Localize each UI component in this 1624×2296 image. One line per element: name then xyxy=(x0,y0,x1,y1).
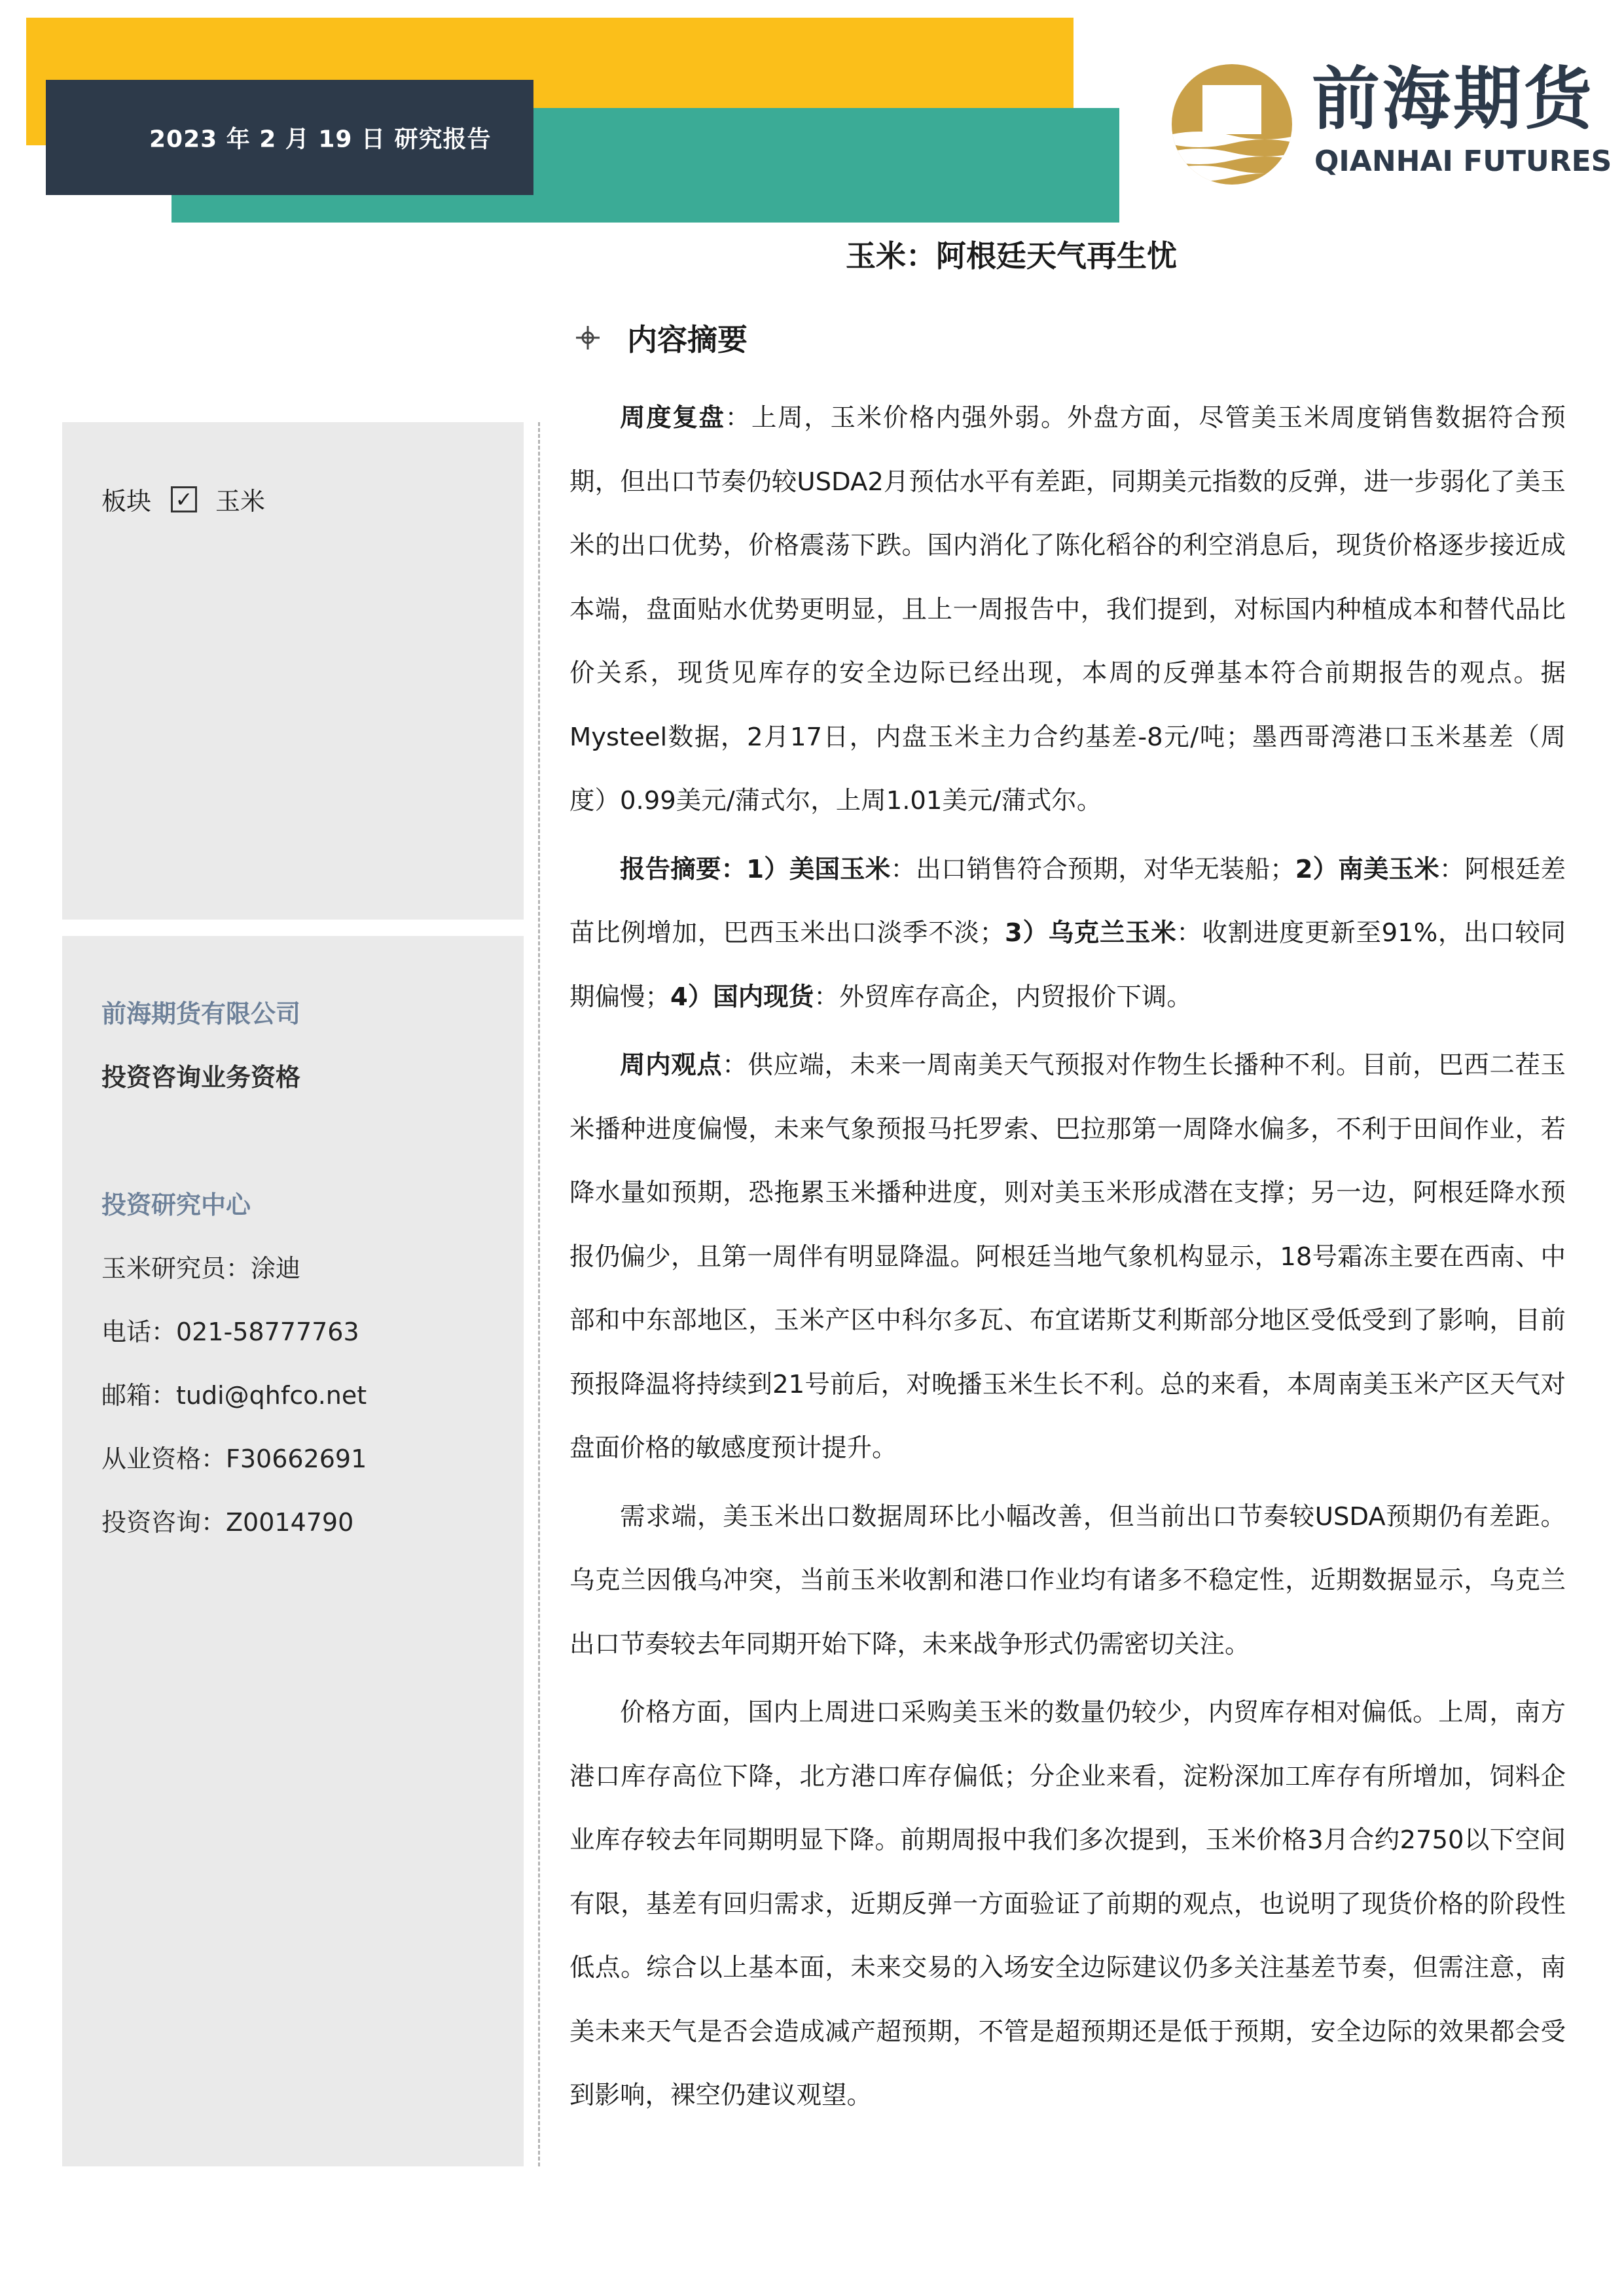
paragraph-weekly-view xyxy=(569,1033,1566,1480)
report-date: 2023 年 2 月 19 日 研究报告 xyxy=(149,126,492,153)
checkbox-icon: ✓ xyxy=(171,486,197,512)
weekly-view-text: ：供应端，未来一周南美天气预报对作物生长播种不利。目前，巴西二茬玉米播种进度偏慢，未来气象预报马托罗索、巴拉那第一周降水偏多，不利于田间作业，若降水量如预期，恐拖累玉米播种进度，则对美玉米形成潜在支撑；另一边，阿根廷降水预报仍偏少，且第一周伴有明显降温。阿根廷当地气象机构显示，18号霜冻主要在西南、中部和中东部地区，玉米产区中科尔多瓦、布宜诺斯艾利斯部分地区受低受到了影响，目前预报降温将持续到21号前后，对晚播玉米生长不利。总的来看，本周南美玉米产区天气对盘面价格的敏感度预计提升。 xyxy=(569,1050,1566,1463)
sector-value: 玉米 xyxy=(215,487,266,516)
header-date-banner xyxy=(46,80,533,195)
report-title: 玉米：阿根廷天气再生忧 xyxy=(846,238,1177,274)
researcher: 玉米研究员：涂迪 xyxy=(101,1254,301,1283)
qualification: 投资咨询业务资格 xyxy=(101,1063,301,1092)
company-logo xyxy=(1166,58,1612,187)
research-center: 投资研究中心 xyxy=(101,1191,251,1219)
phone: 电话：021-58777763 xyxy=(101,1318,359,1346)
paragraph-weekly-review xyxy=(569,386,1566,833)
summary-text-us: ：出口销售符合预期，对华无装船； xyxy=(890,854,1295,884)
summary-text-ua: ：收割进度更新至91%，出口较同期偏慢； xyxy=(569,918,1566,1012)
logo-chinese-text: 前海期货 xyxy=(1312,58,1595,139)
weekly-review-text: ：上周，玉米价格内强外弱。外盘方面，尽管美玉米周度销售数据符合预期，但出口节奏仍较USDA2月预估水平有差距，同期美元指数的反弹，进一步弱化了美玉米的出口优势，价格震荡下跌。国内消化了陈化稻谷的利空消息后，现货价格逐步接近成本端，盘面贴水优势更明显，且上一周报告中，我们提到，对标国内种植成本和替代品比价关系，现货见库存的安全边际已经出现，本周的反弹基本符合前期报告的观点。据Mysteel数据，2月17日，内盘玉米主力合约基差-8元/吨；墨西哥湾港口玉米基差（周度）0.99美元/蒲式尔，上周1.01美元/蒲式尔。 xyxy=(569,403,1566,816)
weekly-view-label: 周内观点 xyxy=(620,1050,723,1080)
summary-label-sa: 2）南美玉米 xyxy=(1295,854,1439,884)
weekly-review-label: 周度复盘 xyxy=(620,403,725,433)
logo-english-text: QIANHAI FUTURES xyxy=(1314,145,1612,178)
summary-label-ua: 3）乌克兰玉米 xyxy=(1005,918,1177,948)
paragraph-price: 价格方面，国内上周进口采购美玉米的数量仍较少，内贸库存相对偏低。上周，南方港口库存高位下降，北方港口库存偏低；分企业来看，淀粉深加工库存有所增加，饲料企业库存较去年同期明显下降。前期周报中我们多次提到，玉米价格3月合约2750以下空间有限，基差有回归需求，近期反弹一方面验证了前期的观点，也说明了现货价格的阶段性低点。综合以上基本面，未来交易的入场安全边际建议仍多关注基差节奏，但需注意，南美未来天气是否会造成减产超预期，不管是超预期还是低于预期，安全边际的效果都会受到影响，裸空仍建议观望。 xyxy=(569,1698,1566,2110)
logo-mark-icon xyxy=(1166,62,1297,187)
vertical-divider xyxy=(538,422,540,2166)
email: 邮箱：tudi@qhfco.net xyxy=(101,1381,367,1410)
sidebar-info-panel xyxy=(62,936,524,2166)
company-name: 前海期货有限公司 xyxy=(101,999,301,1028)
sector-row xyxy=(101,481,265,517)
consult-number: 投资咨询：Z0014790 xyxy=(101,1508,354,1537)
paragraph-report-summary xyxy=(569,838,1566,1030)
paragraph-demand: 需求端，美玉米出口数据周环比小幅改善，但当前出口节奏较USDA预期仍有差距。乌克兰因俄乌冲突，当前玉米收割和港口作业均有诸多不稳定性，近期数据显示，乌克兰出口节奏较去年同期开始下降，未来战争形式仍需密切关注。 xyxy=(569,1501,1566,1659)
summary-label-us: 报告摘要：1）美国玉米 xyxy=(620,854,891,884)
summary-text-sa: ：阿根廷差苗比例增加，巴西玉米出口淡季不淡； xyxy=(569,854,1566,948)
sector-label: 板块 xyxy=(101,487,152,516)
crosshair-icon xyxy=(576,326,600,350)
report-body xyxy=(569,386,1566,2132)
summary-label-domestic: 4）国内现货 xyxy=(670,982,814,1012)
section-heading xyxy=(576,316,748,359)
license-number: 从业资格：F30662691 xyxy=(101,1444,367,1473)
section-heading-text: 内容摘要 xyxy=(627,322,748,357)
summary-text-domestic: ：外贸库存高企，内贸报价下调。 xyxy=(814,982,1192,1012)
